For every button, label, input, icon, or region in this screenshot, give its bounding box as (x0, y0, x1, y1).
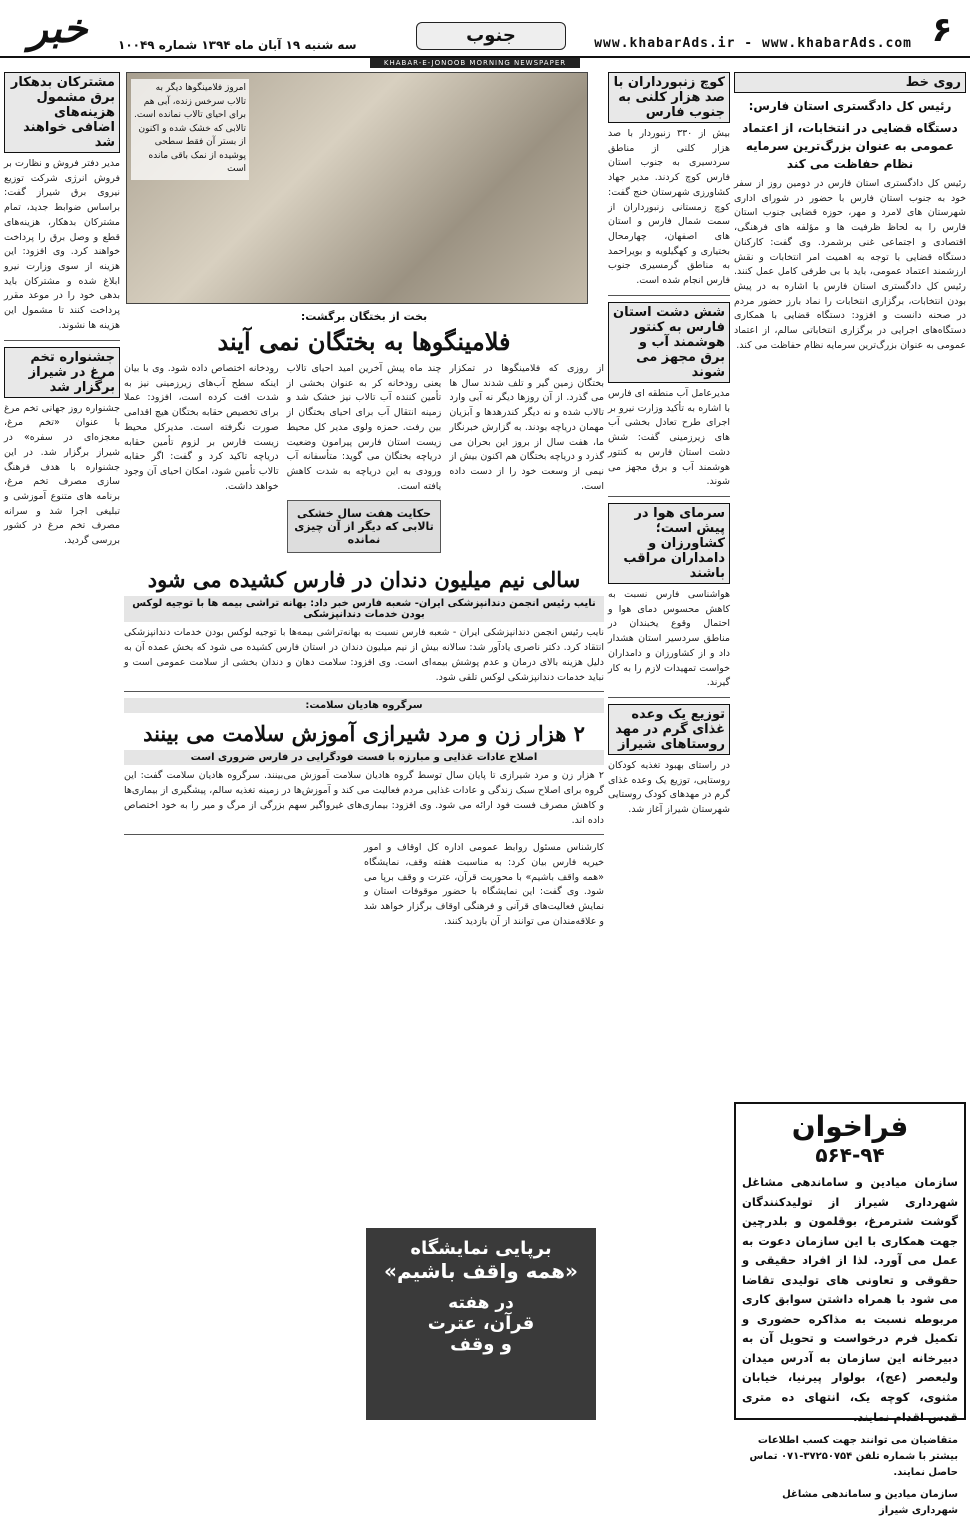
story-columns (124, 362, 604, 559)
ad-body: سازمان میادین و ساماندهی مشاغل شهرداری شیراز از تولیدکنندگان گوشت شترمرغ، بوقلمون و بلدرچین جهت همکاری با این سازمان دعوت به عمل می آورد. لذا از افراد حقیقی و حقوقی و تعاونی های تولیدی تقاضا می شود با همراه داشتن سوابق کاری مربوطه نسبت به مذاکره حضوری و تکمیل فرم درخواست و تحویل آن به دبیرخانه این سازمان به آدرس میدان ولیعصر (عج)، بولوار پیرنیا، خیابان مثنوی، کوچه یک، انتهای ده متری قدس اقدام نمایند. (742, 1175, 958, 1424)
news-body: جشنواره روز جهانی تخم مرغ با عنوان «تخم مرغ، معجزه‌ای در سفره» در شیراز برگزار شد. در این جشنواره با هدف فرهنگ سازی مصرف تخم مرغ، برنامه های متنوع آموزشی و تبلیغی اجرا شد و سرانه مصرف تخم مرغ در کشور بررسی گردید. (4, 402, 120, 547)
story-kicker: رئیس کل دادگستری استان فارس: (748, 99, 952, 113)
story-body: رئیس کل دادگستری استان فارس در دومین روز از سفر خود به جنوب استان فارس با حضور در شورای اداری شهرستان های لامرد و مهر، حوزه قضایی جنوب استان فارس را به لحاظ ظرفیت ها و مؤلفه های فرهنگی، اقتصادی و اجتماعی غنی برشمرد. وی گفت: کارکنان دستگاه قضایی با توجه به اهمیت امر انتخابات و نقش ارزشمند اعتماد عمومی، باید با بی طرفی کامل عمل کنند. رئیس کل دادگستری استان فارس با اشاره به در پیش بودن انتخابات، برگزاری انتخابات را نماد بارز حضور مردم در صحنه دانست و افزود: دستگاه قضایی با همکاری دستگاه‌های اجرایی در برگزاری انتخاباتی سالم، از اعتماد عمومی به عنوان بزرگ‌ترین سرمایه نظام حفاظت می کند. (734, 178, 966, 351)
photo-caption: امروز فلامینگوها دیگر به تالاب سرخس زنده، آبی هم برای احیای تالاب نمانده است. تالابی که خشک شده و اکنون از بستر آن فقط سطحی پوشیده از نمک باقی مانده است (131, 79, 249, 180)
dateline: سه شنبه ۱۹ آبان ماه ۱۳۹۴ شماره ۱۰۰۴۹ (118, 38, 357, 52)
news-title: جشنواره تخم مرغ در شیراز برگزار شد (4, 347, 120, 398)
story-headline: فلامینگوها به بختگان نمی آیند (217, 327, 511, 356)
ad-number: ۵۶۴-۹۴ (815, 1143, 885, 1167)
news-title: توزیع یک وعده غذای گرم در مهد روستاهای شیراز (608, 704, 730, 755)
news-body: بیش از ۳۳۰ زنبوردار با صد هزار کلنی از مناطق سردسیری به جنوب استان فارس کوچ کردند. مدیر جهاد کشاورزی شهرستان خنج گفت: کوچ زمستانی زنبورداران از سمت شمال فارس و استان های اصفهان، چهارمحال بختیاری و کهگیلویه و بویراحمد به مناطق گرمسیری جنوب فارس انجام شده است. (608, 128, 731, 287)
ad-signature: سازمان میادین و ساماندهی مشاغل شهرداری شیراز (782, 1489, 958, 1517)
narrow-column (608, 72, 730, 1222)
pull-quote: حکایت هفت سال خشکی تالابی که دیگر از آن چیزی نمانده (287, 500, 442, 553)
main-column (124, 72, 604, 1422)
masthead (0, 0, 970, 58)
news-title: شش دشت استان فارس به کنتور هوشمند آب و برق مجهز می شوند (608, 302, 730, 383)
story-kicker: سرگروه هادیان سلامت: (124, 698, 604, 713)
story-body: رودخانه اختصاص داده شود. وی با بیان اینکه سطح آب‌های زیرزمینی نیز به شدت افت کرده است، افزود: عملا برای تخصیص حقابه بختگان هیچ اقدامی صورت نگرفته است. مدیرکل محیط زیست فارس بر لزوم تأمین حقابه دریاچه تاکید کرد و گفت: اگر حقابه تالاب تأمین شود، امکان احیای آن وجود خواهد داشت. (123, 363, 279, 492)
story-strap: نایب رئیس انجمن دندانپزشکی ایران- شعبه فارس خبر داد: بهانه تراشی بیمه ها با توجیه لوکس بودن خدمات دندانپزشکی (124, 596, 604, 622)
news-body: مدیر دفتر فروش و نظارت بر فروش انرژی شرکت توزیع نیروی برق شیراز گفت: براساس ضوابط جدید، تمام مشترکان بدهکار، هزینه‌های قطع و وصل برق را پرداخت خواهند کرد. وی افزود: این هزینه از سوی وزارت نیرو ابلاغ شده و مشترکان باید بدهی خود را در موعد مقرر پرداخت کنند تا مشمول این هزینه ها نشوند. (4, 158, 120, 331)
story-headline: دستگاه قضایی در انتخابات، از اعتماد عمومی به عنوان بزرگ‌ترین سرمایه نظام حفاظت می کند (742, 121, 958, 171)
story-body: کارشناس مسئول روابط عمومی اداره کل اوقاف و امور خیریه فارس بیان کرد: به مناسبت هفته وقف، نمایشگاه «همه واقف باشیم» با محوریت قرآن، عترت و وقف برپا می شود. وی گفت: این نمایشگاه با حضور موقوفات استان و نمایش فعالیت‌های قرآنی و فرهنگی اوقاف برگزار خواهد شد و علاقه‌مندان می توانند از آن بازدید کنند. (364, 842, 604, 927)
divider (608, 295, 730, 296)
expo-line: در هفته (448, 1293, 514, 1313)
expo-line: قرآن، عترت (427, 1313, 535, 1334)
news-body: هواشناسی فارس نسبت به کاهش محسوس دمای هوا و احتمال وقوع یخبندان در مناطق سردسیر استان هشدار داد و از کشاورزان و دامداران خواست تمهیدات لازم را به کار گیرند. (608, 588, 730, 689)
expo-line: برپایی نمایشگاه (410, 1238, 552, 1259)
page-number: ۶ (931, 10, 953, 50)
right-column (734, 72, 966, 1102)
call-advertisement (734, 1102, 966, 1517)
ad-contact: متقاضیان می توانند جهت کسب اطلاعات بیشتر با شماره تلفن ۳۷۲۵۰۷۵۴-۰۷۱ تماس حاصل نمایند. (749, 1435, 958, 1479)
news-body: مدیرعامل آب منطقه ای فارس با اشاره به تأکید وزارت نیرو بر اجرای طرح تعادل بخشی آب های زیرزمینی گفت: شش دشت استان فارس به کنتور هوشمند آب و برق مجهز می شوند. (608, 387, 730, 488)
left-column (4, 72, 120, 1422)
story-body: ۲ هزار زن و مرد شیرازی تا پایان سال توسط گروه هادیان سلامت آموزش می‌بینند. سرگروه هادیان سلامت گفت: این گروه برای اصلاح سبک زندگی و عادات غذایی مردم فعالیت می کند و آموزش‌ها در زمینه تغذیه سالم، پیشگیری از بیماری‌ها و کاهش مصرف فست فود ارائه می شود. وی افزود: بیماری‌های غیرواگیر سهم بزرگی از مرگ و میر را به خود اختصاص داده اند. (124, 770, 604, 826)
story-kicker: بخت از بختگان برگشت: (300, 310, 428, 323)
ad-title: فراخوان (791, 1110, 909, 1143)
site-url[interactable]: www.khabarAds.ir - www.khabarAds.com (594, 36, 912, 51)
section-title: روی خط (734, 72, 966, 93)
divider (124, 691, 604, 692)
expo-line: و وقف (450, 1334, 512, 1355)
news-title: کوچ زنبورداران با صد هزار کلنی به جنوب فارس (608, 72, 730, 123)
divider (4, 340, 120, 341)
news-title: مشترکان بدهکار برق مشمول هزینه‌های اضافی خواهند شد (4, 72, 120, 153)
masthead-subtitle: KHABAR-E-JONOOB MORNING NEWSPAPER (370, 58, 580, 68)
expo-line: «همه واقف باشیم» (384, 1259, 578, 1283)
expo-banner (366, 1228, 596, 1420)
story-headline: ۲ هزار زن و مرد شیرازی آموزش سلامت می بینند (143, 721, 585, 747)
story-body: از روزی که فلامینگوها در تمکزار بختگان زمین گیر و تلف شدند سال ها می گذرد. از آن روزها دیگر نه آبی وارد تالاب شده و نه دیگر کندرهدها و آبزیان مهمان دریاچه بودند. به گزارش خبرنگار ما، هفت سال از بروز این بحران می گذرد و دریاچه بختگان هم اکنون بیش از نیمی از وسعت خود را از دست داده است. (449, 363, 604, 492)
newspaper-logo: خبر (28, 5, 88, 52)
story-body: چند ماه پیش آخرین امید احیای تالاب یعنی رودخانه کر به عنوان بخشی از تأمین کننده آب تالاب نیز خشک شد و زمینه انتقال آب برای احیای بختگان از بین رفت. حمزه ولوی مدیر کل محیط زیست استان فارس پیرامون وضعیت دریاچه بختگان می گوید: متأسفانه آب ورودی به این دریاچه به شدت کاهش یافته است. (286, 363, 442, 492)
news-title: سرمای هوا در پیش است؛ کشاورزان و دامداران مراقب باشند (608, 503, 730, 584)
divider (608, 697, 730, 698)
story-strap: اصلاح عادات غذایی و مبارزه با فست فودگرایی در فارس ضروری است (124, 750, 604, 765)
section-label: جنوب (416, 22, 566, 50)
story-body: نایب رئیس انجمن دندانپزشکی ایران - شعبه فارس نسبت به بهانه‌تراشی بیمه‌ها با توجیه لوکس بودن خدمات دندانپزشکی انتقاد کرد. دکتر ناصری یادآور شد: سالانه بیش از نیم میلیون دندان در استان فارس کشیده می شود که بخش عمده آن به دلیل هزینه بالای درمان و عدم پوشش بیمه‌ای است. وی افزود: سلامت دهان و دندان بخشی از سلامت عمومی است و نباید خدمات دندانپزشکی لوکس تلقی شود. (124, 627, 604, 683)
divider (608, 496, 730, 497)
divider (124, 834, 604, 835)
story-headline: سالی نیم میلیون دندان در فارس کشیده می شود (147, 567, 581, 593)
news-body: در راستای بهبود تغذیه کودکان روستایی، توزیع یک وعده غذای گرم در مهدهای کودک روستایی شهرستان شیراز آغاز شد. (608, 759, 730, 816)
